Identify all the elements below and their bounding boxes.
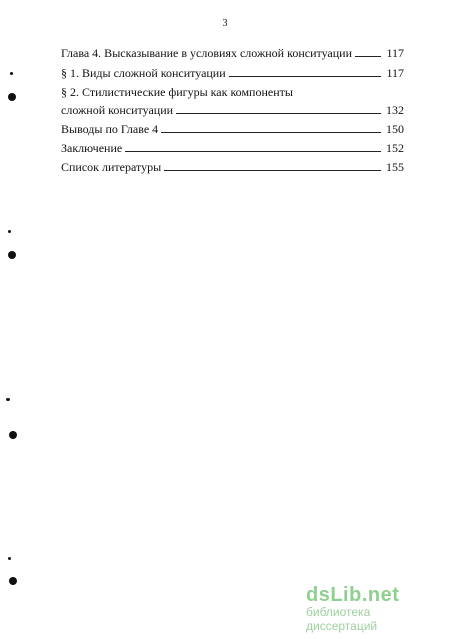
toc-entry [61,46,404,60]
toc-entry-page: 152 [386,141,404,155]
toc-leader-line [125,150,381,152]
toc-entry-page: 132 [386,103,404,117]
watermark-subtitle: библиотека диссертаций [306,605,378,633]
toc-leader-line [164,169,381,171]
toc-leader-line [176,112,381,114]
toc-entry-title: Заключение [61,141,123,155]
toc-entry [61,66,404,80]
toc-entry-page: 150 [386,122,404,136]
punch-hole-mark [8,251,16,259]
watermark [306,584,436,633]
toc-entry [61,160,404,174]
toc-entry [61,141,404,155]
punch-hole-mark [9,577,17,585]
toc-entry-title: § 1. Виды сложной конситуации [61,66,226,80]
toc-entry [61,122,404,136]
page-number: 3 [222,18,228,29]
punch-hole-mark [9,431,17,439]
toc-entry-page: 117 [386,46,404,60]
toc-entry-title: Список литературы [61,160,162,174]
toc-entry-title: сложной конситуации [61,103,174,117]
toc-entry-title: Выводы по Главе 4 [61,122,159,136]
toc-entry-page: 117 [386,66,404,80]
toc-entry [61,85,404,99]
toc-leader-line [355,55,381,57]
punch-hole-mark [8,230,11,233]
toc-leader-line [161,131,381,133]
toc-entry-title: § 2. Стилистические фигуры как компоненты [61,85,293,99]
toc-entry-page: 155 [386,160,404,174]
watermark-logo: dsLib.net [306,584,400,606]
punch-hole-mark [8,93,16,101]
punch-hole-mark [6,398,10,401]
punch-hole-mark [8,557,11,560]
toc-leader-line [229,75,381,77]
toc-entry [61,103,404,117]
punch-hole-mark [10,72,13,75]
toc-entry-title: Глава 4. Высказывание в условиях сложной конситуации [61,46,353,60]
